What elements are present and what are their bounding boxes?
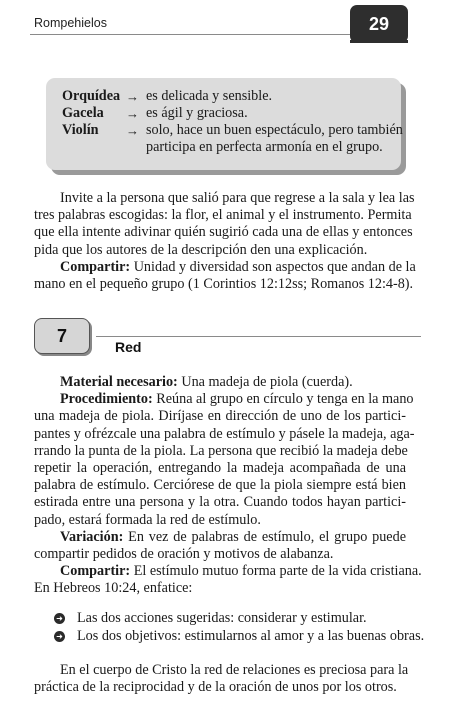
share-text: El estímulo mutuo forma parte de la vida cristiana. (130, 563, 422, 580)
text-line: repetir la operación, entregando la madeja acompañada de una (34, 460, 406, 477)
section-header (0, 318, 451, 358)
variation-label: Variación: (60, 528, 124, 545)
bullet-item (54, 628, 424, 645)
summary-callout-box (46, 78, 401, 170)
arrow-right-icon: → (126, 106, 139, 121)
section-title: Red (115, 339, 142, 355)
arrow-right-icon: → (126, 89, 139, 104)
callout-term: Violín (62, 122, 99, 138)
procedure-line (34, 391, 414, 408)
variation-text: En vez de palabras de estímulo, el grupo puede (123, 528, 406, 545)
share-label: Compartir: (60, 563, 131, 580)
bullet-item (54, 610, 367, 627)
section-number: 7 (56, 325, 67, 346)
text-line: Invite a la persona que salió para que regrese a la sala y lea las (60, 190, 415, 206)
text-line: que ella intente adivinar quién sugirió cada una de ellas y entonces (34, 224, 413, 241)
text-line: tres palabras escogidas: la flor, el animal y el instrumento. Permita (34, 207, 412, 224)
section-rule (96, 336, 421, 337)
procedure-text: Reúna al grupo en círculo y tenga en la mano (152, 391, 414, 408)
bullet-text: Las dos acciones sugeridas: considerar y estimular. (77, 610, 367, 626)
callout-term: Gacela (62, 105, 104, 121)
callout-description: solo, hace un buen espectáculo, pero también (146, 122, 403, 138)
share-text: Unidad y diversidad son aspectos que andan de la (130, 258, 416, 275)
text-line: compartir pedidos de oración y motivos de alabanza. (34, 546, 334, 563)
page-number-tab (350, 5, 408, 43)
variation-line (34, 529, 406, 546)
text-line: En el cuerpo de Cristo la red de relaciones es preciosa para la (60, 662, 409, 678)
text-line: pado, estará formada la red de estímulo. (34, 511, 261, 528)
page-tab-underline (350, 40, 408, 43)
closing-paragraph (34, 662, 409, 696)
bullet-text: Los dos objetivos: estimularnos al amor y a las buenas obras. (77, 628, 425, 644)
section-number-badge (34, 318, 90, 354)
arrow-circle-icon: ➜ (54, 613, 65, 624)
material-label: Material necesario: (60, 374, 178, 390)
text-line: pantes y ofrézcale una palabra de estímulo y pásele la madeja, aga- (34, 425, 415, 442)
callout-term: Orquídea (62, 88, 121, 104)
header-rule (30, 34, 368, 35)
text-line: rrando la punta de la piola. La persona que recibió la madeja debe (34, 442, 408, 459)
running-title: Rompehielos (34, 16, 107, 30)
intro-paragraph (34, 190, 416, 293)
procedure-label: Procedimiento: (60, 391, 153, 408)
share-line (34, 258, 416, 276)
material-text: Una madeja de piola (cuerda). (177, 374, 353, 390)
text-line: En Hebreos 10:24, enfatice: (34, 580, 193, 597)
arrow-right-icon: → (126, 123, 139, 138)
callout-description-cont: participa en perfecta armonía en el grupo. (146, 139, 383, 155)
material-line (34, 374, 406, 391)
text-line: estirada entre una persona y la otra. Cuando todos hayan partici- (34, 494, 406, 511)
arrow-circle-icon: ➜ (54, 631, 65, 642)
text-line: palabra de estímulo. Cerciórese de que la piola siempre está bien (34, 477, 406, 494)
page-number: 29 (368, 13, 390, 34)
callout-description: es ágil y graciosa. (146, 105, 248, 121)
text-line: práctica de la reciprocidad y de la oración de unos por los otros. (34, 679, 397, 696)
share-label: Compartir: (60, 258, 131, 275)
callout-description: es delicada y sensible. (146, 88, 273, 104)
text-line: mano en el pequeño grupo (1 Corintios 12:12ss; Romanos 12:4-8). (34, 276, 414, 293)
text-line: pida que los autores de la descripción den una explicación. (34, 241, 368, 258)
share-line (34, 563, 422, 580)
text-line: una madeja de piola. Diríjase en dirección de uno de los partici- (34, 408, 406, 425)
activity-body (34, 374, 422, 598)
running-head (0, 0, 451, 48)
